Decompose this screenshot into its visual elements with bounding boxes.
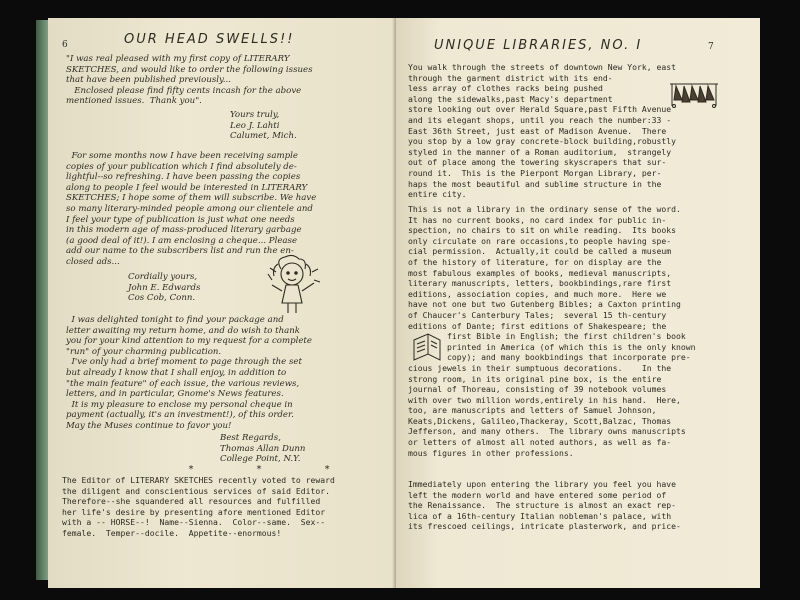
paragraph-3 — [408, 479, 681, 532]
text-line: letters, and in particular, Gnome's News features. — [66, 389, 284, 400]
text-line: Cordially yours, — [128, 272, 198, 282]
text-line: cial permission. Actually,it could be called a museum — [408, 246, 672, 257]
text-line: It is my pleasure to enclose my personal cheque in — [66, 399, 293, 410]
text-line: styled in the manner of a Roman auditorium, strangely — [408, 146, 672, 157]
text-line: editions of Dante; first editions of Shakespeare; the — [408, 320, 667, 331]
text-line: I was delighted tonight to find your package and — [66, 315, 284, 325]
text-line: Keats,Dickens, Galileo,Thackeray, Scott,Balzac, Thomas — [408, 415, 672, 426]
left-page — [48, 18, 396, 588]
signature-2 — [128, 272, 200, 304]
text-line: copy); and many bookbindings that incorporate pre- — [408, 352, 691, 363]
text-line: haps the most beautiful and sublime structure in the — [408, 178, 662, 189]
text-line: Cos Cob, Conn. — [128, 293, 196, 304]
text-line: mentioned issues. Thank you". — [66, 96, 202, 107]
text-line: Thomas Allan Dunn — [220, 443, 306, 454]
text-line: SKETCHES, and would like to order the following issues — [66, 64, 313, 75]
text-line: and its elegant shops, until you reach the number:33 - — [408, 114, 672, 125]
page-number: 7 — [708, 42, 714, 52]
text-line: but already I know that I shall enjoy, in addition to — [66, 367, 287, 378]
text-line: "the main feature" of each issue, the various reviews, — [66, 378, 300, 389]
text-line: or letters of almost all noted authors, as well as fa- — [408, 437, 672, 448]
text-line: "I was real pleased with my first copy of LITERARY — [66, 54, 290, 64]
signature-1 — [230, 110, 297, 142]
text-line: Enclosed please find fifty cents incash for the above — [66, 85, 302, 96]
text-line: of the history of literature, for on display are the — [408, 256, 662, 267]
text-line: so many literary-minded people among our clientele and — [66, 203, 313, 214]
girl-sketch-illustration — [264, 254, 322, 316]
text-line: You walk through the streets of downtown New York, east — [408, 62, 677, 72]
editor-note — [62, 475, 335, 539]
text-line: cious jewels in their sumptuous decorations. In the — [408, 362, 672, 373]
text-line: (a good deal of it!). I am enclosing a cheque... Please — [66, 235, 298, 246]
page-title: OUR HEAD SWELLS!! — [124, 32, 295, 47]
open-booklet — [36, 18, 760, 588]
open-book-sketch — [410, 330, 444, 366]
text-line: only circulate on rare occasions,to people having spe- — [408, 235, 672, 246]
text-line: mous figures in other professions. — [408, 447, 574, 458]
text-line: along the sidewalks,past Macy's department — [408, 93, 613, 104]
text-line: closed ads... — [66, 256, 120, 267]
text-line: the diligent and conscientious services of said Editor. — [62, 485, 331, 496]
text-line: store looking out over Herald Square,past Fifth Avenue — [408, 104, 672, 115]
text-line: SKETCHES; I hope some of them will subscribe. We have — [66, 193, 317, 204]
text-line: out of place among the towering skyscrapers that sur- — [408, 157, 667, 168]
text-line: with over two million words,entirely in his hand. Here, — [408, 394, 681, 405]
right-page — [396, 18, 760, 588]
text-line: Jefferson, and many others. The library owns manuscripts — [408, 426, 686, 437]
text-line: you for your kind attention to my request for a complete — [66, 336, 312, 347]
text-line: strong room, in its original pine box, is the entire — [408, 373, 662, 384]
text-line: Best Regards, — [220, 433, 281, 443]
text-line: I feel your type of publication is just what one needs — [66, 214, 295, 225]
text-line: less array of clothes racks being pushed — [408, 83, 603, 94]
text-line: This is not a library in the ordinary sense of the word. — [408, 204, 681, 214]
page-title: UNIQUE LIBRARIES, NO. I — [434, 38, 643, 53]
text-line: entire city. — [408, 189, 467, 200]
paragraph-2 — [408, 204, 696, 458]
text-line: her life's desire by presenting afore mentioned Editor — [62, 506, 326, 517]
text-line: Calumet, Mich. — [230, 131, 297, 142]
separator: * * * — [188, 464, 359, 475]
text-line: The Editor of LITERARY SKETCHES recently voted to reward — [62, 475, 335, 485]
letter-1 — [66, 54, 313, 107]
text-line: through the garment district with its end- — [408, 72, 613, 83]
text-line: in this modern age of mass-produced literary garbage — [66, 225, 302, 236]
letter-2 — [66, 151, 316, 268]
text-line: printed in America (of which this is the only known — [408, 341, 696, 352]
text-line: Therefore--she squandered all resources and fulfilled — [62, 496, 321, 507]
text-line: add our name to the subscribers list and run the en- — [66, 246, 294, 257]
text-line: along to people I feel would be interested in LITERARY — [66, 182, 308, 193]
text-line: journal of Thoreau, consisting of 39 notebook volumes — [408, 384, 667, 395]
text-line: editions, association copies, and much more. Here we — [408, 288, 667, 299]
paragraph-1 — [408, 62, 676, 200]
text-line: John E. Edwards — [128, 282, 201, 293]
text-line: lica of a 16th-century Italian nobleman's palace, with — [408, 510, 672, 521]
signature-3 — [220, 433, 305, 465]
text-line: For some months now I have been receiving sample — [66, 151, 298, 161]
text-line: "run" of your charming publication. — [66, 346, 222, 357]
text-line: that have been published previously... — [66, 75, 231, 86]
text-line: with a -- HORSE--! Name--Sienna. Color--same. Sex-- — [62, 517, 326, 528]
text-line: College Point, N.Y. — [220, 454, 301, 465]
letter-3 — [66, 315, 312, 432]
text-line: most fabulous examples of books, medieval manuscripts, — [408, 267, 672, 278]
text-line: May the Muses continue to favor you! — [66, 420, 232, 431]
page-number: 6 — [62, 40, 68, 50]
text-line: I've only had a brief moment to page through the set — [66, 357, 302, 368]
text-line: round it. This is the Pierpont Morgan Library, per- — [408, 167, 662, 178]
text-line: literary manuscripts, letters, bookbindings,rare first — [408, 278, 672, 289]
text-line: its frescoed ceilings, intricate plasterwork, and price- — [408, 521, 681, 532]
text-line: lightful--so refreshing. I have been passing the copies — [66, 172, 301, 183]
text-line: you stop by a low gray concrete-block building,robustly — [408, 136, 677, 147]
text-line: Leo J. Lahti — [230, 120, 280, 131]
text-line: East 36th Street, just east of Madison Avenue. There — [408, 125, 667, 136]
text-line: female. Temper--docile. Appetite--enormous! — [62, 527, 282, 538]
text-line: spection, no chairs to sit on while reading. Its books — [408, 225, 677, 236]
text-line: too, are manuscripts and letters of Samuel Johnson, — [408, 405, 657, 416]
text-line: Yours truly, — [230, 110, 280, 120]
text-line: payment (actually, it's an investment!), of this order. — [66, 410, 294, 421]
text-line: the Renaissance. The structure is almost an exact rep- — [408, 500, 677, 511]
text-line: have not one but two Gutenberg Bibles; a Caxton printing — [408, 299, 681, 310]
text-line: It has no current books, no card index for public in- — [408, 214, 667, 225]
text-line: copies of your publication which I find absolutely de- — [66, 161, 297, 172]
text-line: letter awaiting my return home, and do wish to thank — [66, 325, 300, 336]
text-line: Immediately upon entering the library you feel you have — [408, 479, 677, 489]
text-line: first Bible in English; the first children's book — [408, 331, 686, 342]
text-line: of Chaucer's Canterbury Tales; several 15 th-century — [408, 309, 667, 320]
text-line: left the modern world and have entered some period of — [408, 489, 667, 500]
